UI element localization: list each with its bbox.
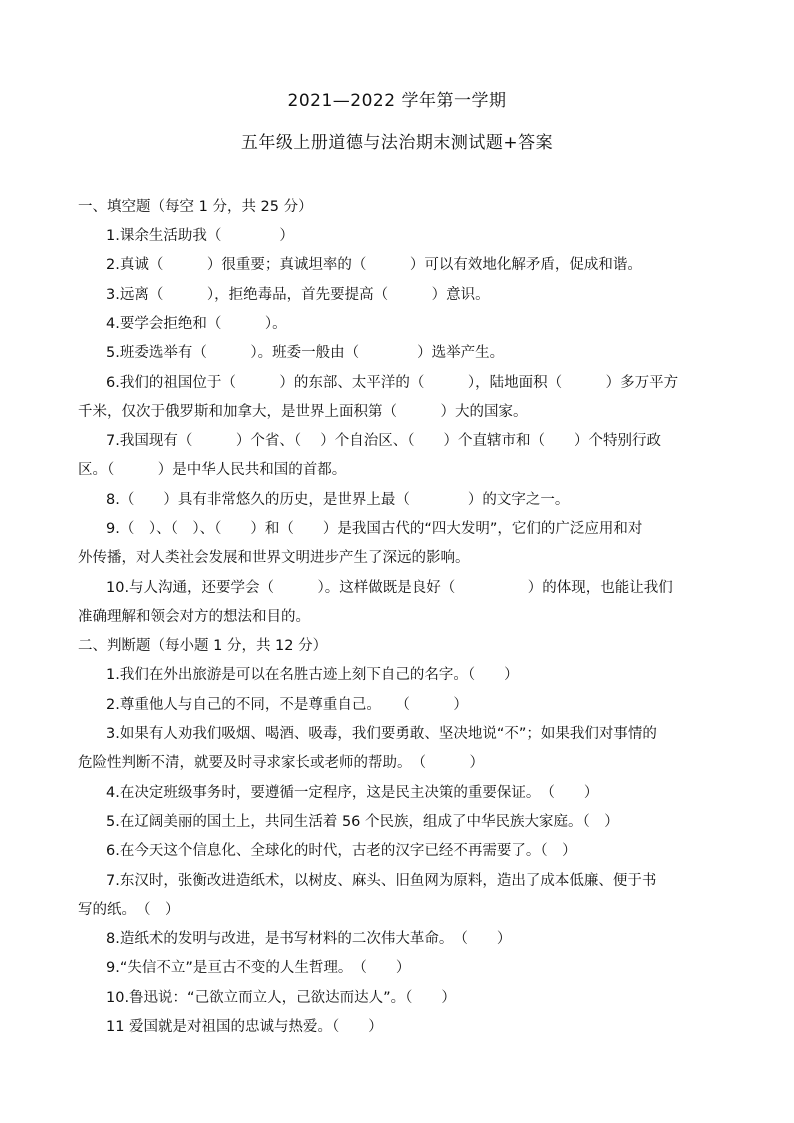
question-line-continued: 危险性判断不清，就要及时寻求家长或老师的帮助。 （ ）: [78, 755, 484, 771]
question-line: 3.远离（ ），拒绝毒品，首先要提高（ ）意识。: [106, 287, 490, 303]
question-line: 5.在辽阔美丽的国土上，共同生活着 56 个民族，组成了中华民族大家庭。（ ）: [106, 814, 619, 830]
question-line: 1.课余生活助我（ ）: [106, 228, 294, 244]
question-line-continued: 千米，仅次于俄罗斯和加拿大，是世界上面积第（ ）大的国家。: [78, 404, 528, 420]
question-line: 1.我们在外出旅游是可以在名胜古迹上刻下自己的名字。（ ）: [106, 667, 519, 683]
question-line: 2.尊重他人与自己的不同，不是尊重自己。 （ ）: [106, 697, 468, 713]
question-line: 3.如果有人劝我们吸烟、喝酒、吸毒，我们要勇敢、坚决地说“不”；如果我们对事情的: [106, 726, 657, 742]
question-line: 7.我国现有（ ）个省、（ ）个自治区、（ ）个直辖市和（ ）个特别行政: [106, 433, 661, 449]
question-line: 11 爱国就是对祖国的忠诚与热爱。（ ）: [106, 1019, 383, 1035]
question-line: 8.（ ）具有非常悠久的历史，是世界上最（ ）的文字之一。: [106, 492, 570, 508]
question-line: 6.在今天这个信息化、全球化的时代，古老的汉字已经不再需要了。（ ）: [106, 843, 577, 859]
question-line: 6.我们的祖国位于（ ）的东部、太平洋的（ ），陆地面积（ ）多万平方: [106, 375, 679, 391]
question-line: 5.班委选举有（ ）。班委一般由（ ）选举产生。: [106, 345, 505, 361]
question-line: 10.与人沟通，还要学会（ ）。这样做既是良好（ ）的体现，也能让我们: [106, 580, 673, 596]
question-line: 7.东汉时，张衡改进造纸术，以树皮、麻头、旧鱼网为原料，造出了成本低廉、便于书: [106, 873, 657, 889]
question-line-continued: 写的纸。 （ ）: [78, 902, 180, 918]
section-heading-fill-blank: 一、填空题（每空 1 分，共 25 分）: [78, 199, 313, 215]
exam-term-title: 2021—2022 学年第一学期: [287, 91, 507, 111]
question-line-continued: 准确理解和领会对方的想法和目的。: [78, 609, 310, 625]
question-line: 4.要学会拒绝和（ ）。: [106, 316, 287, 332]
question-line: 9.“失信不立”是亘古不变的人生哲理。 （ ）: [106, 960, 411, 976]
question-line: 8.造纸术的发明与改进，是书写材料的二次伟大革命。 （ ）: [106, 931, 512, 947]
question-line: 9.（ ）、（ ）、（ ）和（ ）是我国古代的“四大发明”，它们的广泛应用和对: [106, 521, 643, 537]
question-line-continued: 区。（ ）是中华人民共和国的首都。: [78, 462, 347, 478]
question-line: 4.在决定班级事务时，要遵循一定程序，这是民主决策的重要保证。 （ ）: [106, 785, 599, 801]
question-line: 2.真诚（ ）很重要；真诚坦率的（ ）可以有效地化解矛盾，促成和谐。: [106, 257, 642, 273]
question-line: 10.鲁迅说：“己欲立而立人，己欲达而达人”。（ ）: [106, 990, 456, 1006]
exam-subject-title: 五年级上册道德与法治期末测试题+答案: [240, 133, 554, 153]
question-line-continued: 外传播，对人类社会发展和世界文明进步产生了深远的影响。: [78, 550, 470, 566]
section-heading-true-false: 二、判断题（每小题 1 分，共 12 分）: [78, 638, 328, 654]
